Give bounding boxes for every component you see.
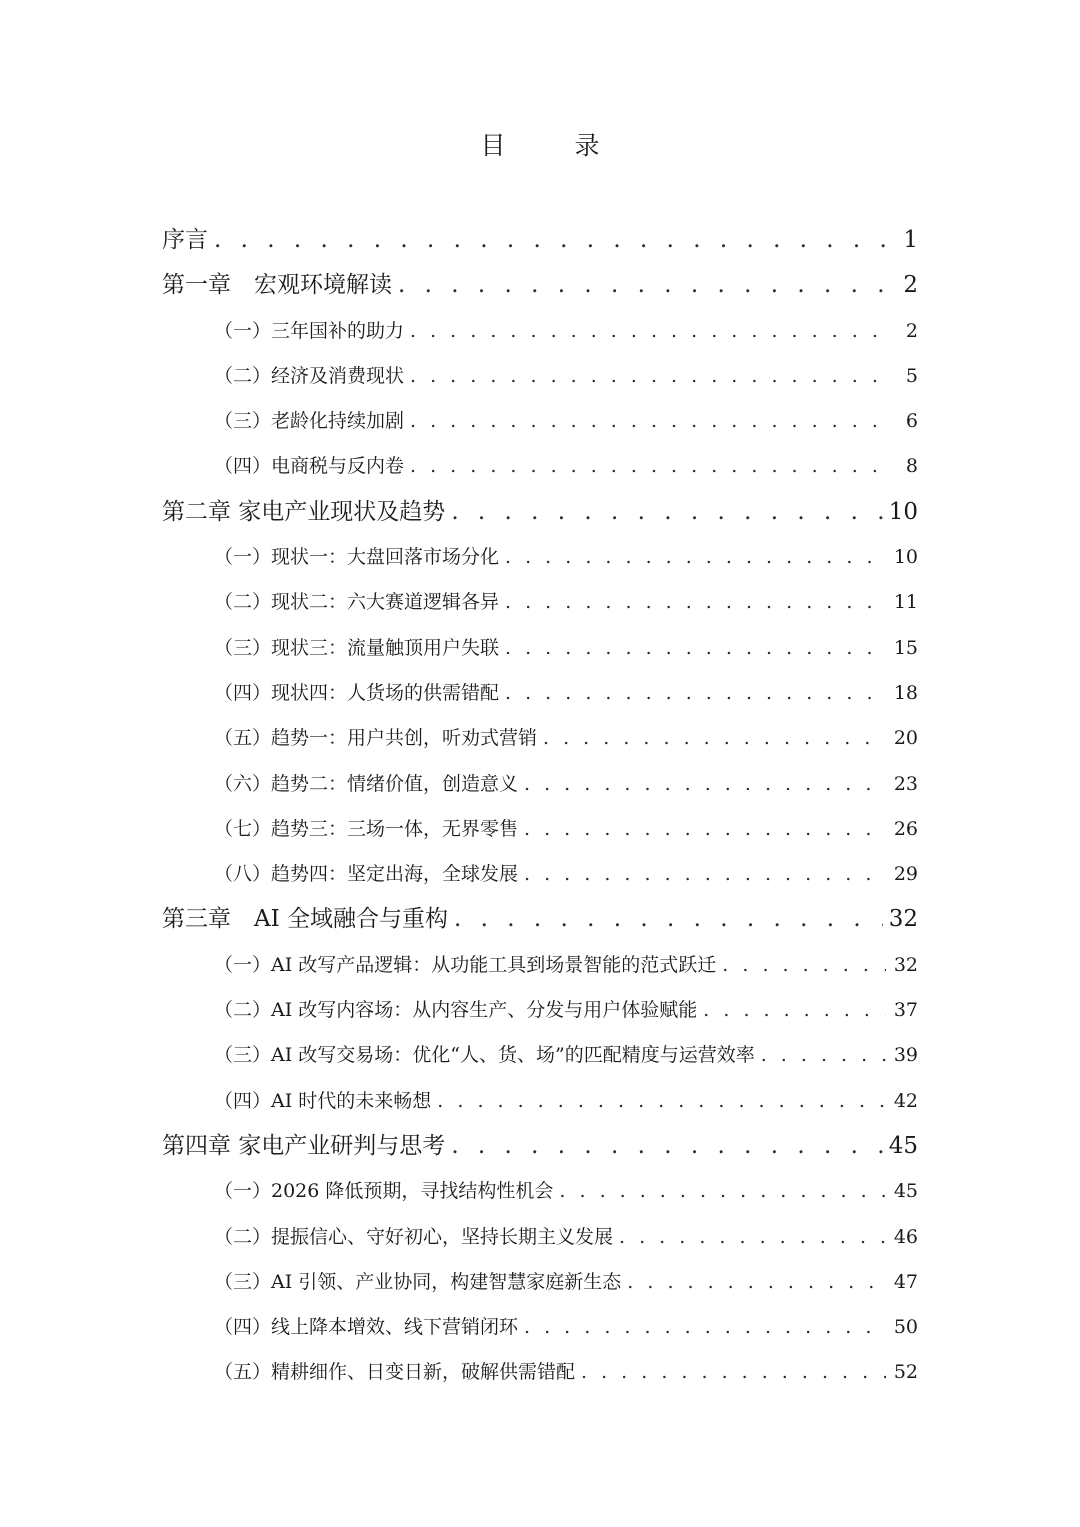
dot-leader [410,354,886,399]
entry-page-number: 10 [893,546,918,569]
entry-page-number: 2 [903,272,918,299]
toc-chapter-entry [162,897,918,942]
toc-chapter-entry [162,263,918,308]
entry-title: （六）趋势二：情绪价值，创造意义 [214,772,519,795]
entry-title: 序言 [162,227,208,253]
entry-page-number: 37 [893,999,918,1022]
entry-title: 第三章 AI 全域融合与重构 [162,906,449,933]
entry-page-number: 39 [893,1044,918,1067]
entry-title: （一）现状一：大盘回落市场分化 [214,546,500,569]
entry-title: （四）线上降本增效、线下营销闭环 [214,1316,519,1339]
dot-leader [451,490,882,535]
toc-section-entry [162,1260,918,1305]
toc-section-entry [162,309,918,354]
entry-page-number: 45 [893,1180,918,1203]
toc-section-entry [162,762,918,807]
toc-list [162,218,918,1396]
toc-chapter-entry [162,490,918,535]
toc-section-entry [162,716,918,761]
dot-leader [437,1079,886,1124]
entry-page-number: 52 [893,1361,918,1384]
dot-leader [559,1169,886,1214]
toc-section-entry [162,1033,918,1078]
toc-section-entry [162,988,918,1033]
dot-leader [505,580,886,625]
toc-section-entry [162,1215,918,1260]
dot-leader [505,626,886,671]
dot-leader [543,716,886,761]
entry-page-number: 1 [903,227,918,253]
entry-title: 第四章 家电产业研判与思考 [162,1132,446,1159]
entry-page-number: 10 [888,498,918,525]
toc-section-entry [162,535,918,580]
entry-page-number: 32 [888,906,918,933]
dot-leader [454,897,883,942]
entry-title: （二）现状二：六大赛道逻辑各异 [214,591,500,614]
entry-title: （四）AI 时代的未来畅想 [214,1089,432,1112]
entry-page-number: 47 [893,1270,918,1293]
entry-page-number: 26 [893,817,918,840]
dot-leader [505,535,886,580]
entry-title: （三）AI 引领、产业协同，构建智慧家庭新生态 [214,1270,622,1293]
entry-page-number: 18 [893,681,918,704]
dot-leader [451,1124,882,1169]
dot-leader [524,1305,886,1350]
entry-title: （二）提振信心、守好初心，坚持长期主义发展 [214,1225,614,1248]
dot-leader [214,218,886,263]
toc-section-entry [162,626,918,671]
entry-page-number: 11 [893,591,918,614]
dot-leader [627,1260,886,1305]
dot-leader [410,444,886,489]
toc-section-entry [162,399,918,444]
toc-section-entry [162,807,918,852]
entry-title: 第二章 家电产业现状及趋势 [162,498,446,525]
toc-section-entry [162,1079,918,1124]
entry-page-number: 32 [893,953,918,976]
toc-section-entry [162,1169,918,1214]
dot-leader [761,1033,886,1078]
entry-title: （五）精耕细作、日变日新，破解供需错配 [214,1361,576,1384]
entry-title: （七）趋势三：三场一体，无界零售 [214,817,519,840]
entry-title: （四）电商税与反内卷 [214,455,405,478]
entry-page-number: 2 [905,319,918,342]
dot-leader [703,988,886,1033]
entry-page-number: 46 [893,1225,918,1248]
toc-section-entry [162,1350,918,1395]
dot-leader [410,309,886,354]
entry-page-number: 8 [905,455,918,478]
entry-page-number: 15 [893,636,918,659]
dot-leader [398,263,886,308]
dot-leader [524,807,886,852]
entry-title: 第一章 宏观环境解读 [162,272,392,299]
entry-title: （五）趋势一：用户共创，听劝式营销 [214,727,538,750]
entry-page-number: 45 [888,1132,918,1159]
toc-chapter-entry [162,218,918,263]
entry-title: （三）老龄化持续加剧 [214,410,405,433]
toc-section-entry [162,444,918,489]
toc-section-entry [162,580,918,625]
toc-chapter-entry [162,1124,918,1169]
page-title: 目 录 [480,131,622,160]
dot-leader [524,852,886,897]
entry-page-number: 23 [893,772,918,795]
entry-title: （一）AI 改写产品逻辑：从功能工具到场景智能的范式跃迁 [214,953,717,976]
dot-leader [524,762,886,807]
entry-title: （二）经济及消费现状 [214,364,405,387]
dot-leader [722,943,886,988]
entry-page-number: 29 [893,863,918,886]
toc-section-entry [162,671,918,716]
entry-title: （一）三年国补的助力 [214,319,405,342]
entry-page-number: 6 [905,410,918,433]
dot-leader [619,1215,886,1260]
entry-page-number: 20 [893,727,918,750]
toc-section-entry [162,1305,918,1350]
toc-section-entry [162,354,918,399]
entry-page-number: 50 [893,1316,918,1339]
toc-section-entry [162,943,918,988]
dot-leader [581,1350,886,1395]
entry-title: （四）现状四：人货场的供需错配 [214,681,500,704]
entry-page-number: 5 [905,364,918,387]
entry-page-number: 42 [893,1089,918,1112]
toc-section-entry [162,852,918,897]
entry-title: （一）2026 降低预期，寻找结构性机会 [214,1180,554,1203]
entry-title: （二）AI 改写内容场：从内容生产、分发与用户体验赋能 [214,999,698,1022]
dot-leader [505,671,886,716]
entry-title: （三）AI 改写交易场：优化“人、货、场”的匹配精度与运营效率 [214,1044,755,1067]
entry-title: （八）趋势四：坚定出海，全球发展 [214,863,519,886]
entry-title: （三）现状三：流量触顶用户失联 [214,636,500,659]
dot-leader [410,399,886,444]
